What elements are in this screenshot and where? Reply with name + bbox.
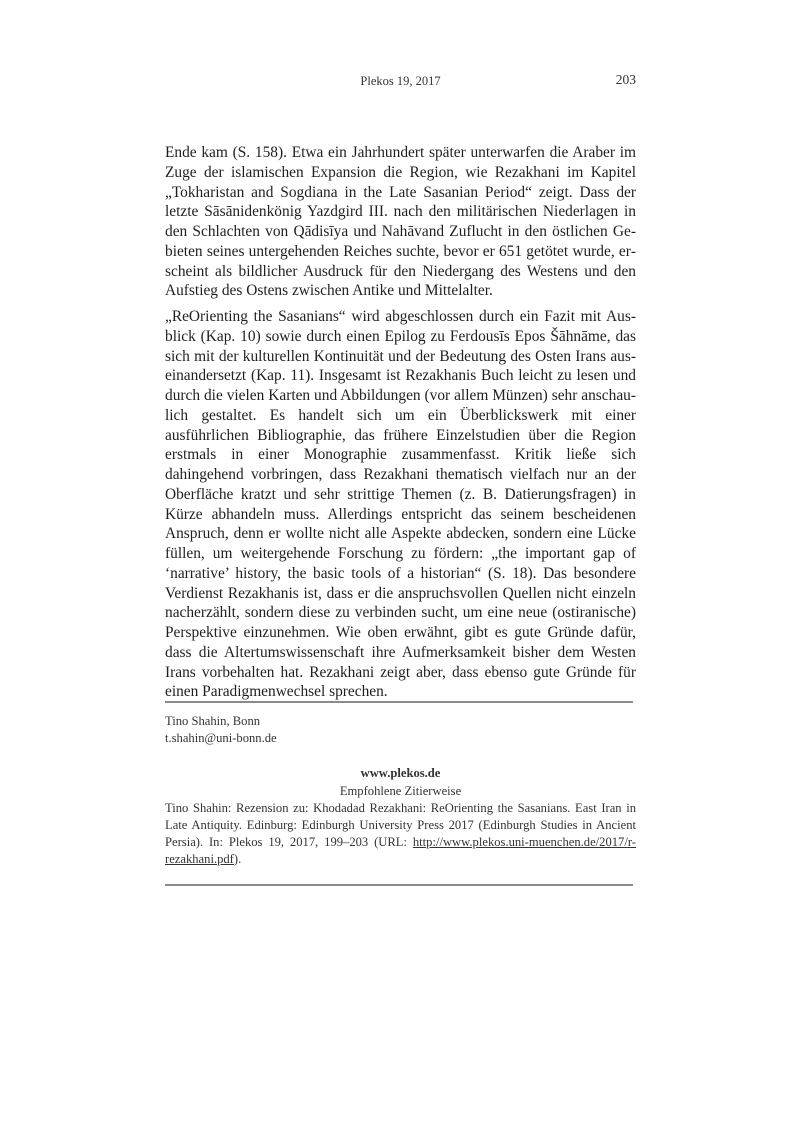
paragraph-1: Ende kam (S. 158). Etwa ein Jahrhundert später unterwarfen die Araber im Zuge der islamischen Expansion die Region, wie Rezakhani im Kapitel „Tokharistan and Sogdiana in the Late Sasanian Period“ zeigt. Dass der letzte Sāsānidenkönig Yazdgird III. nach den militärischen Niederlagen in den Schlachten von Qādisīya und Nahāvand Zuflucht in den östlichen Gebieten seines untergehenden Reiches suchte, bevor er 651 getötet wurde, erscheint als bildlicher Ausdruck für den Niedergang des Westens und den Aufstieg des Ostens zwischen Antike und Mittelalter. <box>165 144 636 300</box>
journal-title: Plekos 19, 2017 <box>360 74 441 88</box>
paragraph-2: „ReOrienting the Sasanians“ wird abgeschlossen durch ein Fazit mit Ausblick (Kap. 10) sowie durch einen Epilog zu Ferdousīs Epos Šāhnāme, das sich mit der kulturellen Kontinuität und der Bedeutung des Osten Irans auseinandersetzt (Kap. 11). Insgesamt ist Rezakhanis Buch leicht zu lesen und durch die vielen Karten und Abbildungen (vor allem Münzen) sehr anschaulich gestaltet. Es handelt sich um ein Überblickswerk mit einer ausführlichen Bibliographie, das frühere Einzelstudien über die Region erstmals in einer Monographie zusammenfasst. Kritik ließe sich dahingehend vorbringen, dass Rezakhani thematisch vielfach nur an der Oberfläche kratzt und sehr strittige Themen (z. B. Datierungsfragen) in Kürze abhandeln muss. Allerdings entspricht das seinem bescheidenen Anspruch, denn er wollte nicht alle Aspekte abdecken, sondern eine Lücke füllen, um weitergehende Forschung zu fördern: „the important gap of ‘narrative’ history, the basic tools of a historian“ (S. 18). Das besondere Verdienst Rezakhanis ist, dass er die anspruchsvollen Quellen nicht einzeln nacherzählt, sondern diese zu verbinden sucht, um eine neue (ostiranische) Perspektive einzunehmen. Wie oben erwähnt, gibt es gute Gründe dafür, dass die Altertumswissenschaft ihre Aufmerksamkeit bisher dem Westen Irans vorbehalten hat. Rezakhani zeigt aber, dass ebenso gute Gründe für einen Paradigmenwechsel sprechen. <box>165 308 636 701</box>
citation-end: ). <box>233 852 242 867</box>
running-header <box>165 74 636 90</box>
separator-rule-top <box>165 701 633 703</box>
citation-text: Tino Shahin: Rezension zu: Khodadad Rezakhani: ReOrienting the Sasanians. East Iran in Late Antiquity. Edinburg: Edinburgh University Press 2017 (Edinburgh Studies in Ancient Persia). In: Plekos 19, 2017, 199–203 (URL: <box>165 801 636 850</box>
author-name: Tino Shahin, Bonn <box>165 714 261 728</box>
author-block <box>165 713 277 747</box>
page-number: 203 <box>615 72 636 87</box>
author-email: t.shahin@uni-bonn.de <box>165 731 277 745</box>
separator-rule-bottom <box>165 884 633 886</box>
citation-block <box>165 800 636 868</box>
body-text <box>165 143 636 702</box>
citation-heading: Empfohlene Zitierweise <box>339 784 462 798</box>
website-link: www.plekos.de <box>360 766 441 780</box>
citation-url-link[interactable]: http://www.plekos.uni-muenchen.de/2017/r-rezakhani.pdf <box>165 835 636 867</box>
